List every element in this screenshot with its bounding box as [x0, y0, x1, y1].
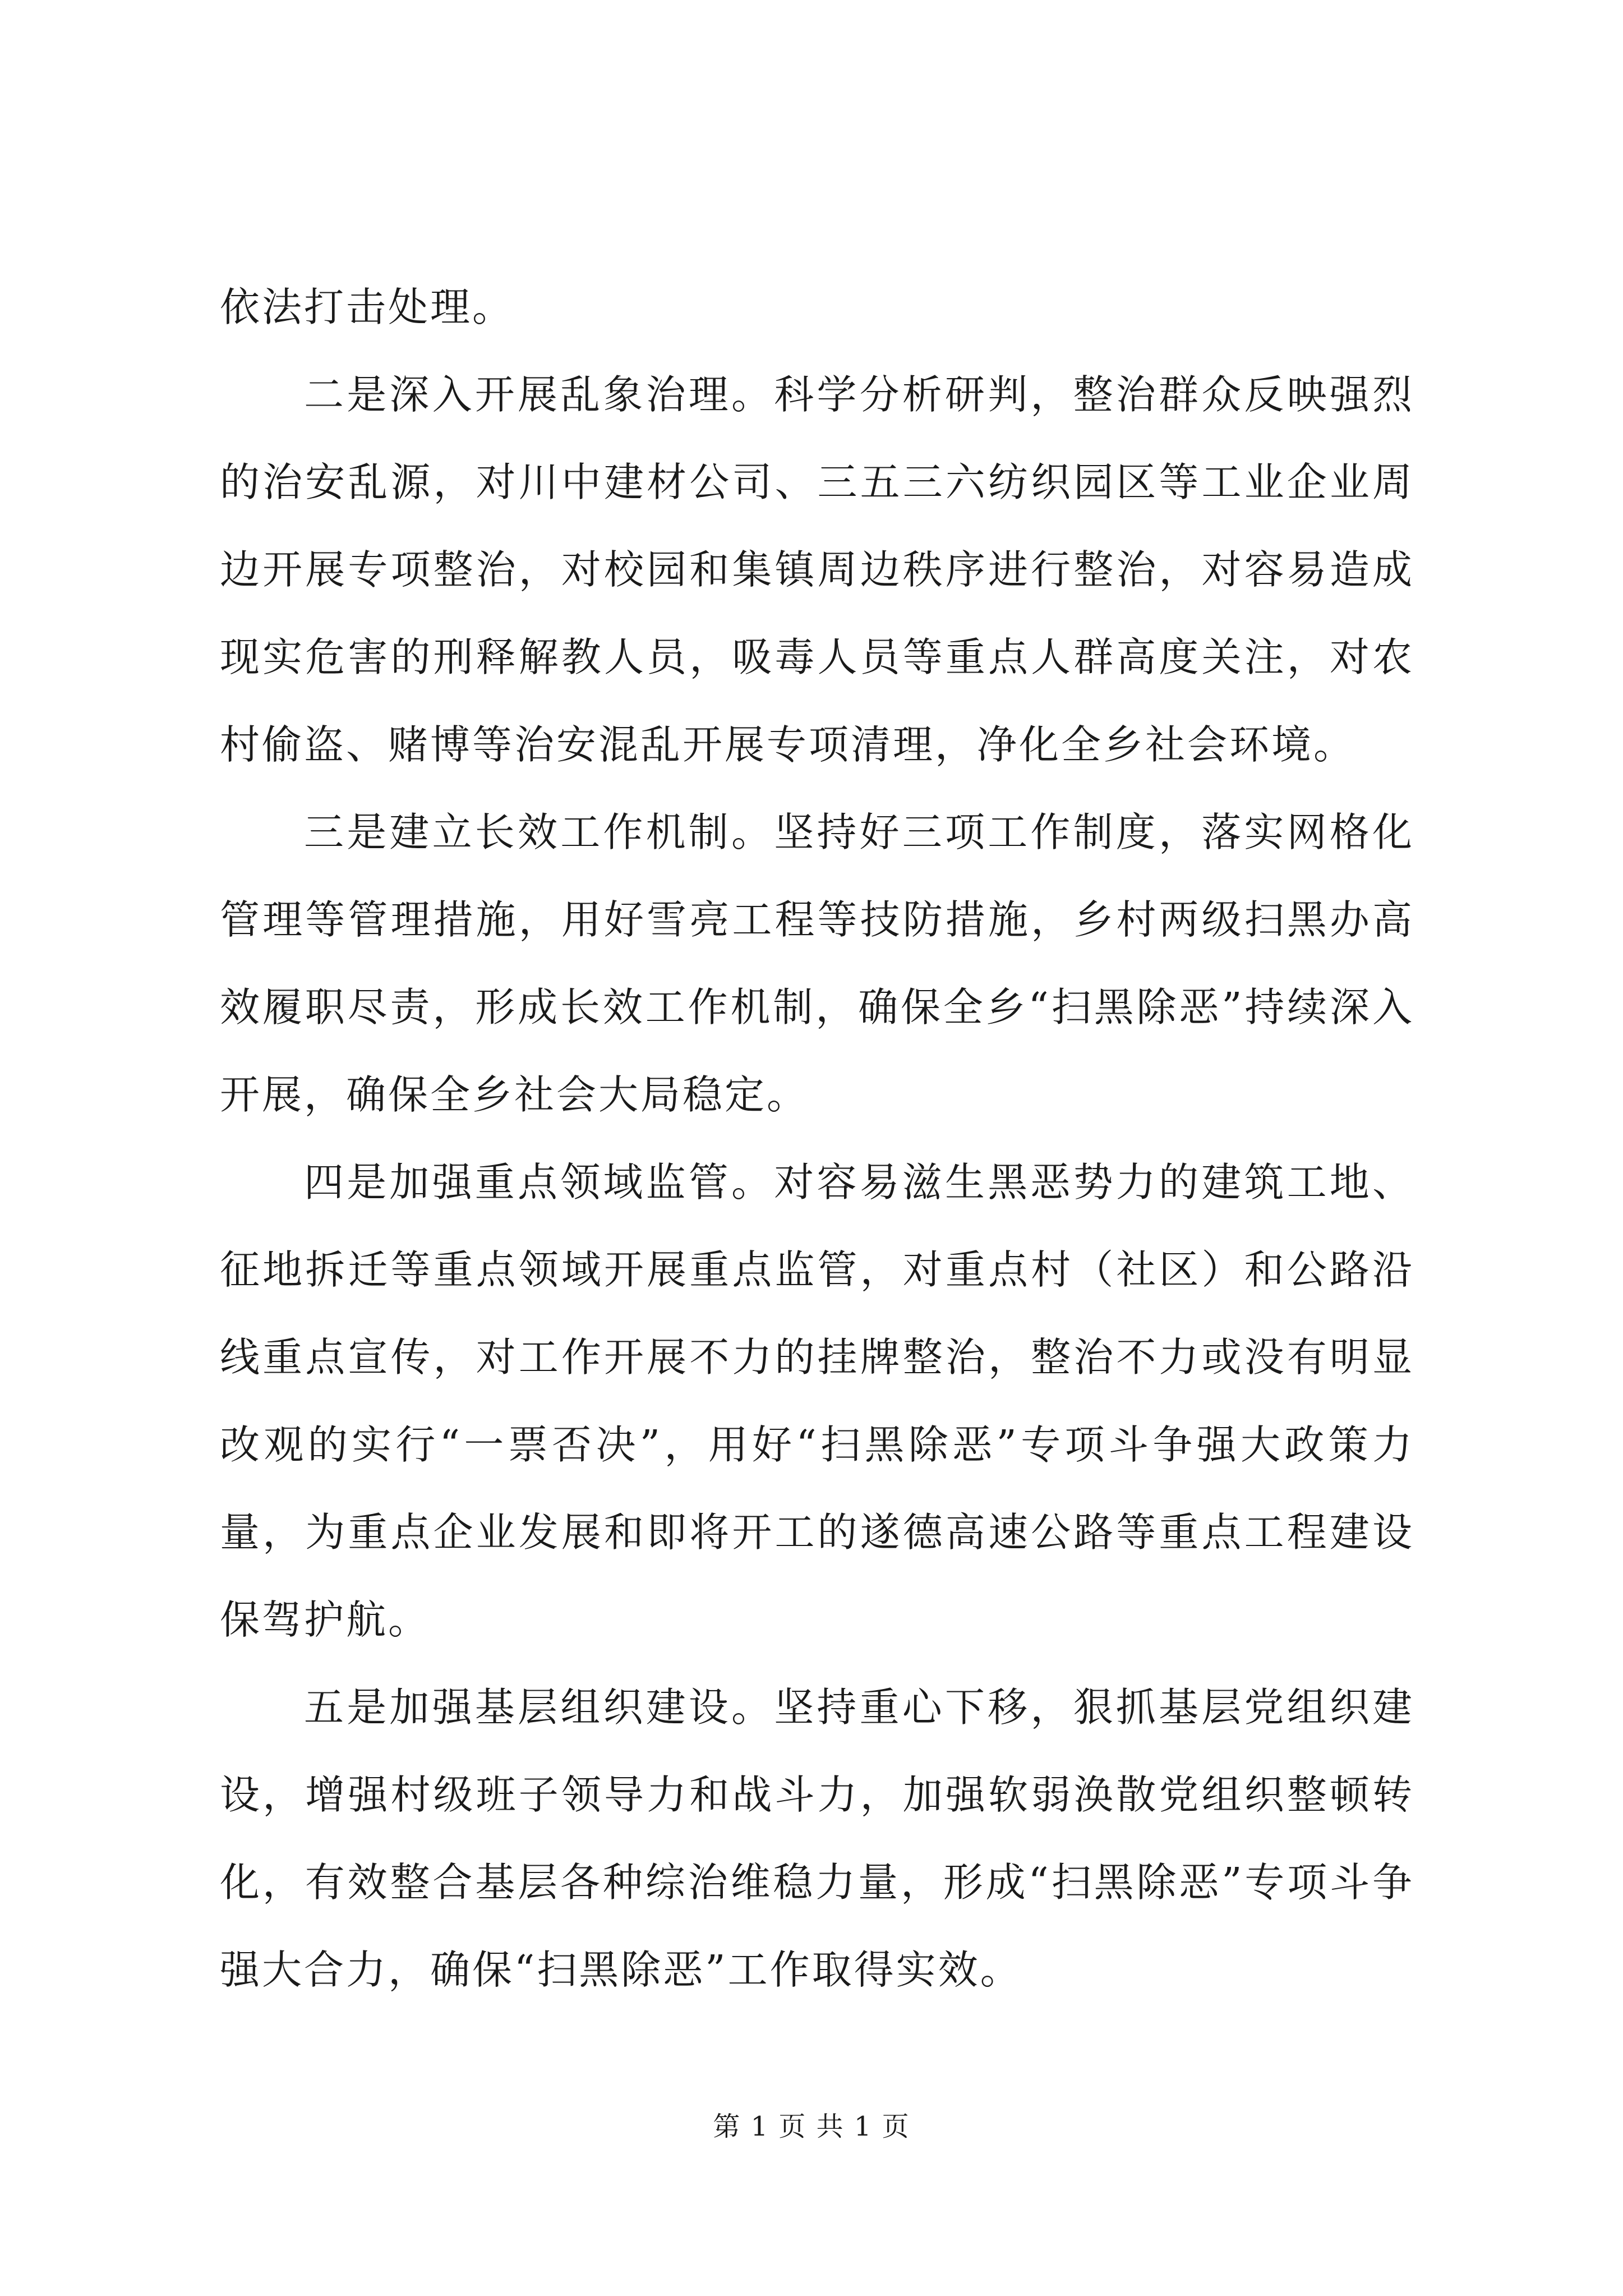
paragraph-item-2: 二是深入开展乱象治理。科学分析研判，整治群众反映强烈的治安乱源，对川中建材公司、三五三六纺织园区等工业企业周边开展专项整治，对校园和集镇周边秩序进行整治，对容易造成现实危害的刑释解教人员，吸毒人员等重点人群高度关注，对农村偷盗、赌博等治安混乱开展专项清理，净化全乡社会环境。: [220, 371, 1414, 768]
page-number-footer: 第 1 页 共 1 页: [713, 2111, 910, 2142]
paragraph-continuation: 依法打击处理。: [220, 284, 515, 330]
paragraph-item-5: 五是加强基层组织建设。坚持重心下移，狠抓基层党组织建设，增强村级班子领导力和战斗力，加强软弱涣散党组织整顿转化，有效整合基层各种综治维稳力量，形成“扫黑除恶”专项斗争强大合力，确保“扫黑除恶”工作取得实效。: [220, 1684, 1414, 1993]
document-body: [220, 264, 1414, 2014]
paragraph-item-3: 三是建立长效工作机制。坚持好三项工作制度，落实网格化管理等管理措施，用好雪亮工程等技防措施，乡村两级扫黑办高效履职尽责，形成长效工作机制，确保全乡“扫黑除恶”持续深入开展，确保全乡社会大局稳定。: [220, 809, 1414, 1118]
paragraph-item-4: 四是加强重点领域监管。对容易滋生黑恶势力的建筑工地、征地拆迁等重点领域开展重点监管，对重点村（社区）和公路沿线重点宣传，对工作开展不力的挂牌整治，整治不力或没有明显改观的实行“一票否决”，用好“扫黑除恶”专项斗争强大政策力量，为重点企业发展和即将开工的遂德高速公路等重点工程建设保驾护航。: [220, 1159, 1414, 1643]
